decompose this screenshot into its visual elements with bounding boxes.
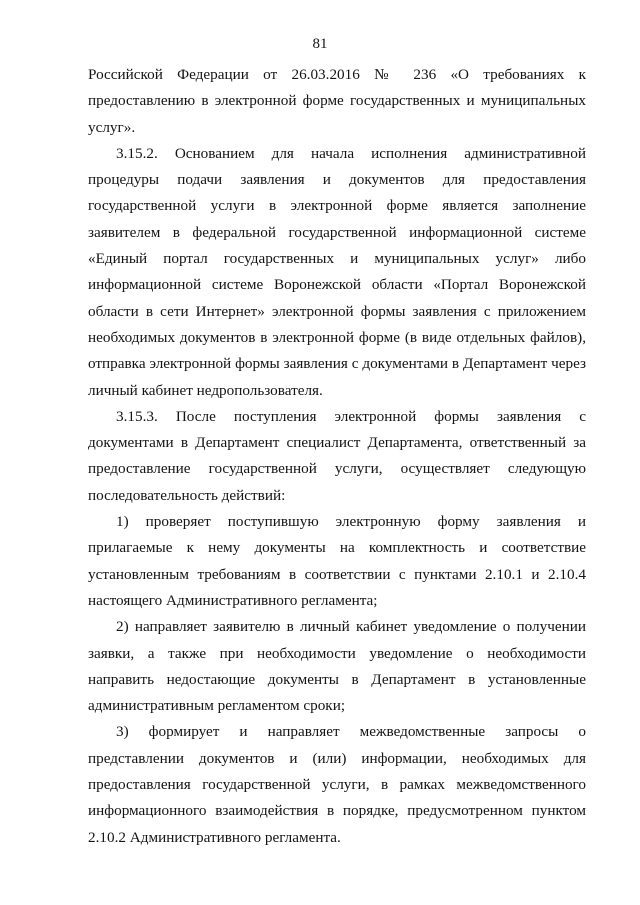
- list-item-3: 3) формирует и направляет межведомственные запросы о представлении документов и (или) информации, необходимых для предоставления государственной услуги, в рамках межведомственного информационного взаимодействия в порядке, предусмотренном пунктом 2.10.2 Административного регламента.: [88, 723, 586, 846]
- paragraph-3-15-2: 3.15.2. Основанием для начала исполнения административной процедуры подачи заявления и документов для предоставления государственной услуги в электронной форме является заполнение заявителем в федеральной государственной информационной системе «Единый портал государственных и муниципальных услуг» либо информационной системе Воронежской области «Портал Воронежской области в сети Интернет» электронной формы заявления с приложением необходимых документов в электронной форме (в виде отдельных файлов), отправка электронной формы заявления с документами в Департамент через личный кабинет недропользователя.: [88, 144, 586, 399]
- list-item-2: 2) направляет заявителю в личный кабинет уведомление о получении заявки, а также при необходимости уведомление о необходимости направить недостающие документы в Департамент в установленные административным регламентом сроки;: [88, 618, 586, 715]
- list-item-1: 1) проверяет поступившую электронную форму заявления и прилагаемые к нему документы на комплектность и соответствие установленным требованиям в соответствии с пунктами 2.10.1 и 2.10.4 настоящего Административного регламента;: [88, 513, 586, 609]
- document-body: [88, 62, 586, 851]
- paragraph-continuation: Российской Федерации от 26.03.2016 № 236 «О требованиях к предоставлению в электронной форме государственных и муниципальных услуг».: [88, 66, 586, 136]
- paragraph-3-15-3: 3.15.3. После поступления электронной формы заявления с документами в Департамент специалист Департамента, ответственный за предоставление государственной услуги, осуществляет следующую последовательность действий:: [88, 407, 586, 504]
- page-number: 81: [312, 36, 328, 52]
